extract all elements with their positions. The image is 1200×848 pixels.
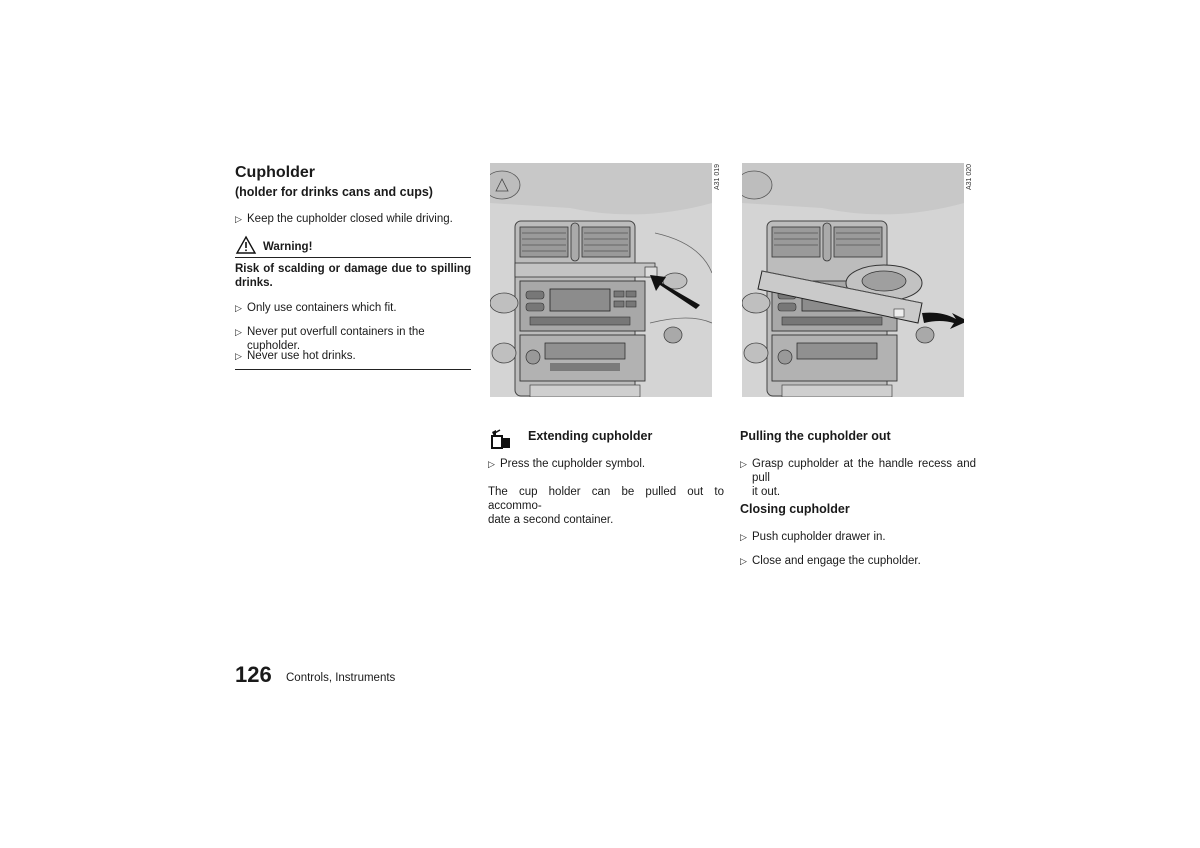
section-end-divider [235, 369, 471, 370]
list-item: ▷ Only use containers which fit. [235, 302, 397, 314]
list-item: ▷ Grasp cupholder at the handle recess and pull it out. [740, 458, 976, 498]
warning-label: Warning! [263, 241, 313, 253]
cupholder-symbol-icon [490, 428, 512, 450]
list-item: ▷ Keep the cupholder closed while driving. [235, 213, 453, 225]
triangle-bullet-icon: ▷ [740, 459, 747, 469]
page-number: 126 [235, 662, 272, 687]
list-item: ▷ Close and engage the cupholder. [740, 555, 921, 567]
section-title: Cupholder [235, 164, 315, 181]
warning-divider [235, 257, 471, 258]
dashboard-illustration-extended [742, 163, 964, 397]
list-item: ▷ Never put overfull containers in the cupholder. [235, 326, 425, 352]
triangle-bullet-icon: ▷ [488, 459, 495, 469]
warning-icon [235, 235, 257, 255]
dashboard-illustration-closed [490, 163, 712, 397]
list-item: ▷ Push cupholder drawer in. [740, 531, 886, 543]
list-item: ▷ Press the cupholder symbol. [488, 458, 646, 470]
heading-extending: Extending cupholder [528, 429, 653, 443]
triangle-bullet-icon: ▷ [235, 351, 242, 361]
triangle-bullet-icon: ▷ [740, 556, 747, 566]
figure-code: A31 019 [714, 163, 721, 190]
heading-pulling-out: Pulling the cupholder out [740, 429, 891, 443]
section-name: Controls, Instruments [286, 672, 396, 684]
heading-closing: Closing cupholder [740, 502, 850, 516]
warning-text: Risk of scalding or damage due to spilling drinks. [235, 263, 471, 289]
list-item: ▷ Never use hot drinks. [235, 350, 356, 362]
figure-code: A31 020 [966, 163, 973, 190]
triangle-bullet-icon: ▷ [235, 303, 242, 313]
triangle-bullet-icon: ▷ [740, 532, 747, 542]
triangle-bullet-icon: ▷ [235, 214, 242, 224]
paragraph: The cup holder can be pulled out to accommo- date a second container. [488, 486, 724, 526]
section-subtitle: (holder for drinks cans and cups) [235, 185, 433, 199]
triangle-bullet-icon: ▷ [235, 327, 242, 337]
